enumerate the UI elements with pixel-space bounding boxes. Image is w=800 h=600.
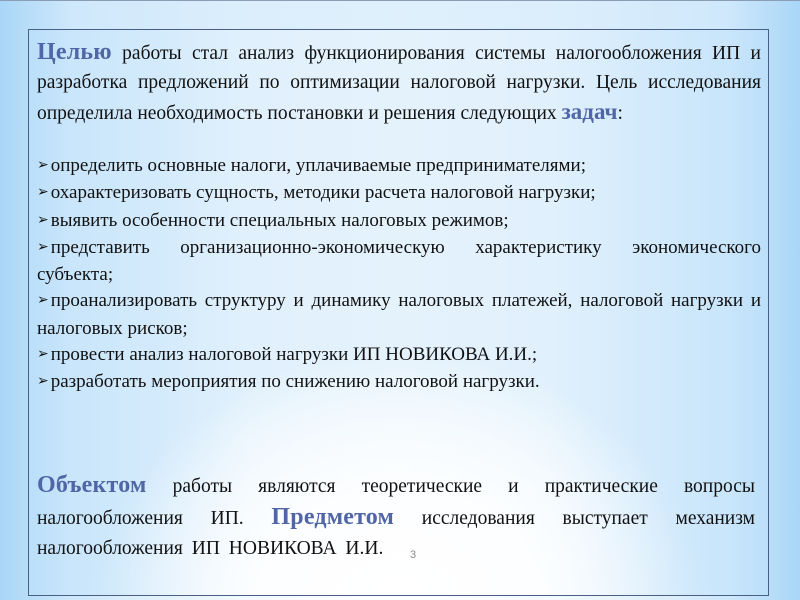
task-item xyxy=(37,153,761,180)
arrow-bullet-icon: ➢ xyxy=(37,373,49,390)
task-text: охарактеризовать сущность, методики расчета налоговой нагрузки; xyxy=(50,182,596,204)
arrow-bullet-icon: ➢ xyxy=(37,346,49,363)
task-text: выявить особенности специальных налоговых режимов; xyxy=(50,209,509,231)
task-text: проанализировать структуру и динамику налоговых платежей, налоговой нагрузки и налоговых рисков; xyxy=(37,290,761,339)
slide-content xyxy=(37,38,761,397)
subject-keyword: Предметом xyxy=(271,503,395,530)
object-paragraph xyxy=(37,470,755,564)
arrow-bullet-icon: ➢ xyxy=(37,211,49,228)
task-text: провести анализ налоговой нагрузки ИП НОВИКОВА И.И.; xyxy=(50,344,538,366)
arrow-bullet-icon: ➢ xyxy=(37,184,49,201)
arrow-bullet-icon: ➢ xyxy=(37,157,49,173)
goal-keyword: Целью xyxy=(37,39,112,65)
task-text: разработать мероприятия по снижению налоговой нагрузки. xyxy=(50,371,540,393)
object-keyword: Объектом xyxy=(37,471,147,498)
subject-text: исследования выступает механизм налогообложения ИП НОВИКОВА И.И. xyxy=(37,507,756,559)
task-item xyxy=(37,288,761,342)
goal-text: работы стал анализ функционирования системы налогообложения ИП и разработка предложений по оптимизации налоговой нагрузки. Цель исследования определила необходимость постановки и решения следующих xyxy=(37,43,761,124)
goal-paragraph xyxy=(37,38,761,128)
task-item xyxy=(37,369,761,396)
arrow-bullet-icon: ➢ xyxy=(37,292,49,309)
object-text: работы являются теоретические и практические вопросы налогообложения ИП. xyxy=(37,475,755,529)
goal-colon: : xyxy=(617,103,623,124)
tasks-list xyxy=(37,153,761,397)
tasks-keyword: задач xyxy=(561,99,618,124)
arrow-bullet-icon: ➢ xyxy=(37,238,49,255)
top-edge-line xyxy=(0,0,800,1)
task-text: представить организационно-экономическую характеристику экономического субъекта; xyxy=(37,236,761,286)
task-item xyxy=(37,208,761,235)
task-item xyxy=(37,235,761,289)
slide-content-box xyxy=(28,29,769,596)
task-item xyxy=(37,180,761,207)
task-text: определить основные налоги, уплачиваемые предпринимателями; xyxy=(50,155,586,176)
page-number: 3 xyxy=(410,549,417,561)
task-item xyxy=(37,342,761,369)
